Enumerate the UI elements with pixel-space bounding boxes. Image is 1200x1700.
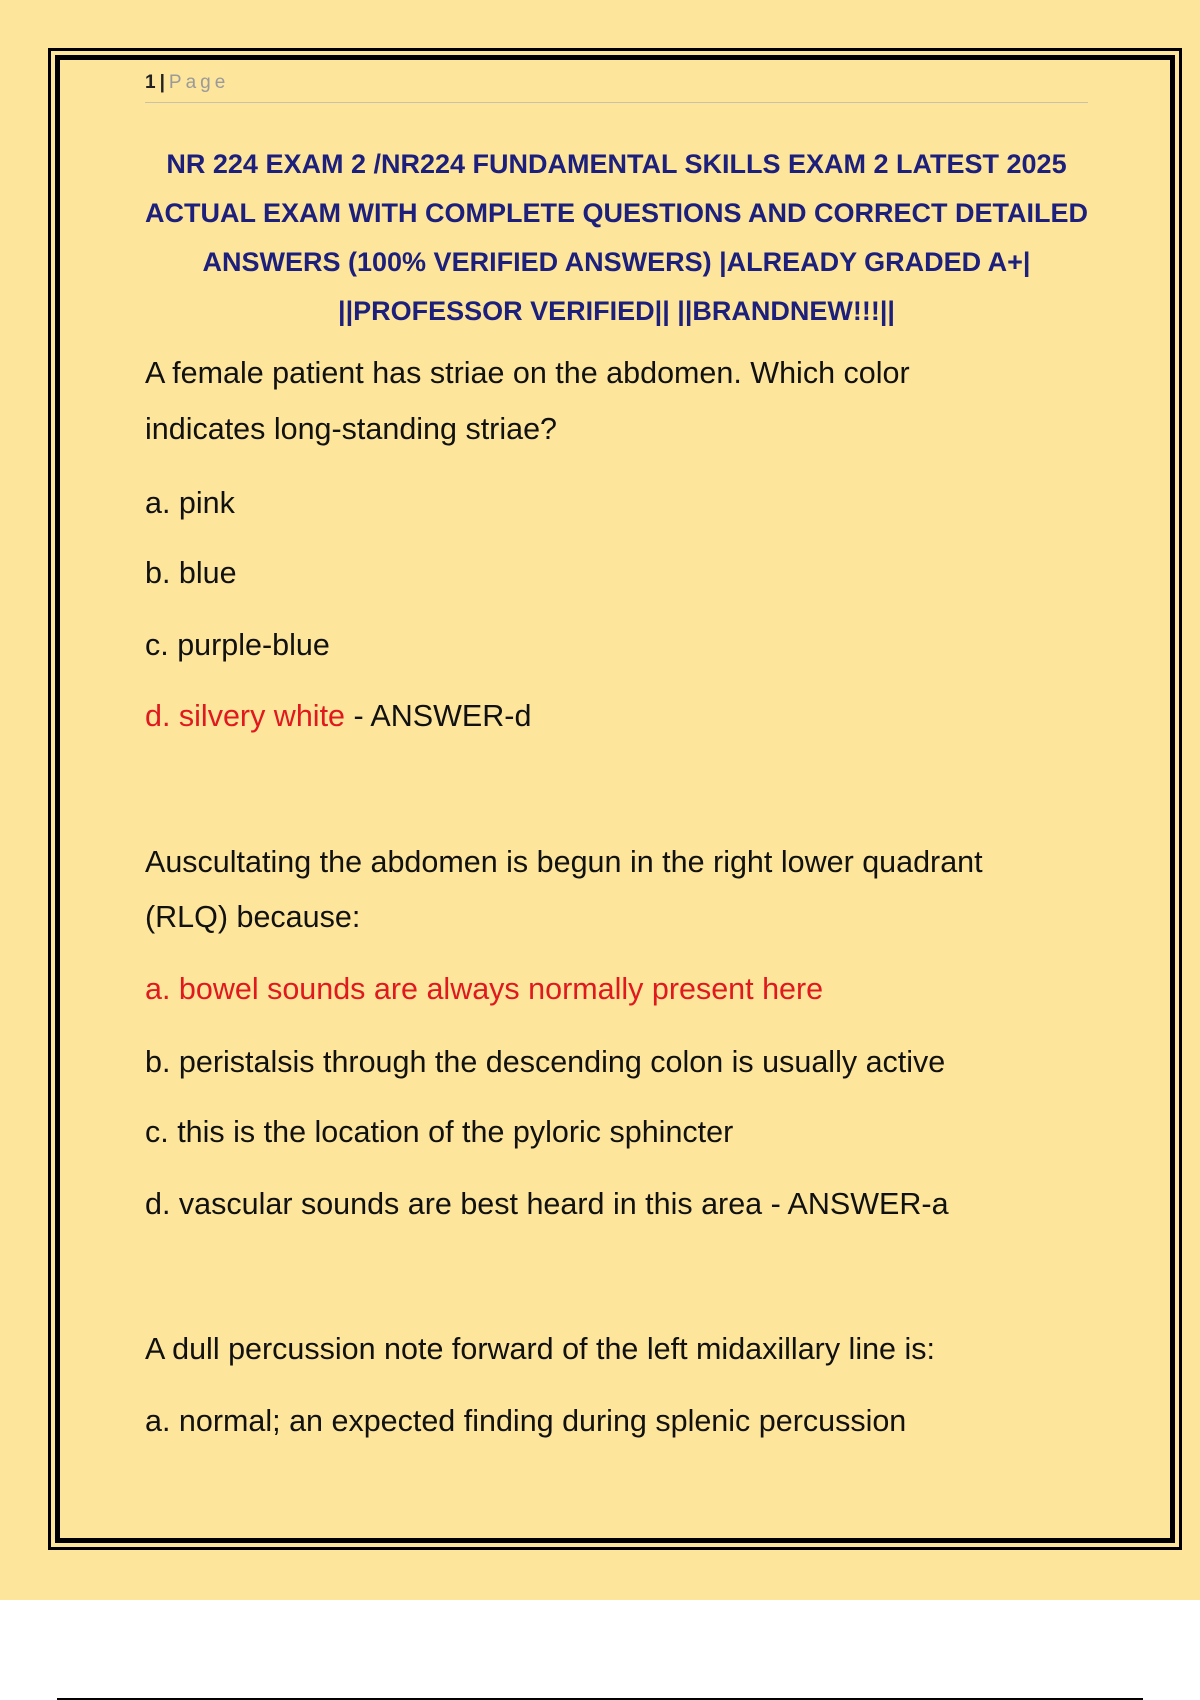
question-1-option-d-row [145, 699, 531, 734]
document-title: NR 224 EXAM 2 /NR224 FUNDAMENTAL SKILLS EXAM 2 LATEST 2025 ACTUAL EXAM WITH COMPLETE QUESTIONS AND CORRECT DETAILED ANSWERS (100% VERIFIED ANSWERS) |ALREADY GRADED A+| ||PROFESSOR VERIFIED|| ||BRANDNEW!!!|| [145, 149, 1088, 326]
question-1-option-d: d. silvery white [145, 699, 346, 733]
page-header-separator: | [159, 72, 165, 93]
question-2-option-c: c. this is the location of the pyloric sphincter [145, 1115, 734, 1149]
page-label: Page [168, 72, 230, 93]
question-2-option-a: a. bowel sounds are always normally present here [145, 972, 824, 1006]
question-1-option-c: c. purple-blue [145, 628, 330, 662]
question-3-line-1: A dull percussion note forward of the left midaxillary line is: [145, 1332, 935, 1366]
question-1-line-2: indicates long-standing striae? [145, 412, 558, 446]
question-1-option-b: b. blue [145, 556, 237, 590]
question-2-line-2: (RLQ) because: [145, 900, 361, 934]
question-1-line-1: A female patient has striae on the abdomen. Which color [145, 356, 910, 390]
question-2-option-d: d. vascular sounds are best heard in this area - ANSWER-a [145, 1187, 949, 1221]
question-3-option-a: a. normal; an expected finding during splenic percussion [145, 1404, 907, 1438]
question-1-answer: - ANSWER-d [345, 699, 532, 733]
question-1-option-a: a. pink [145, 486, 235, 520]
page-number: 1 [145, 72, 156, 93]
page-header [145, 72, 1088, 103]
question-2-line-1: Auscultating the abdomen is begun in the right lower quadrant [145, 845, 983, 879]
question-2-option-b: b. peristalsis through the descending colon is usually active [145, 1045, 946, 1079]
